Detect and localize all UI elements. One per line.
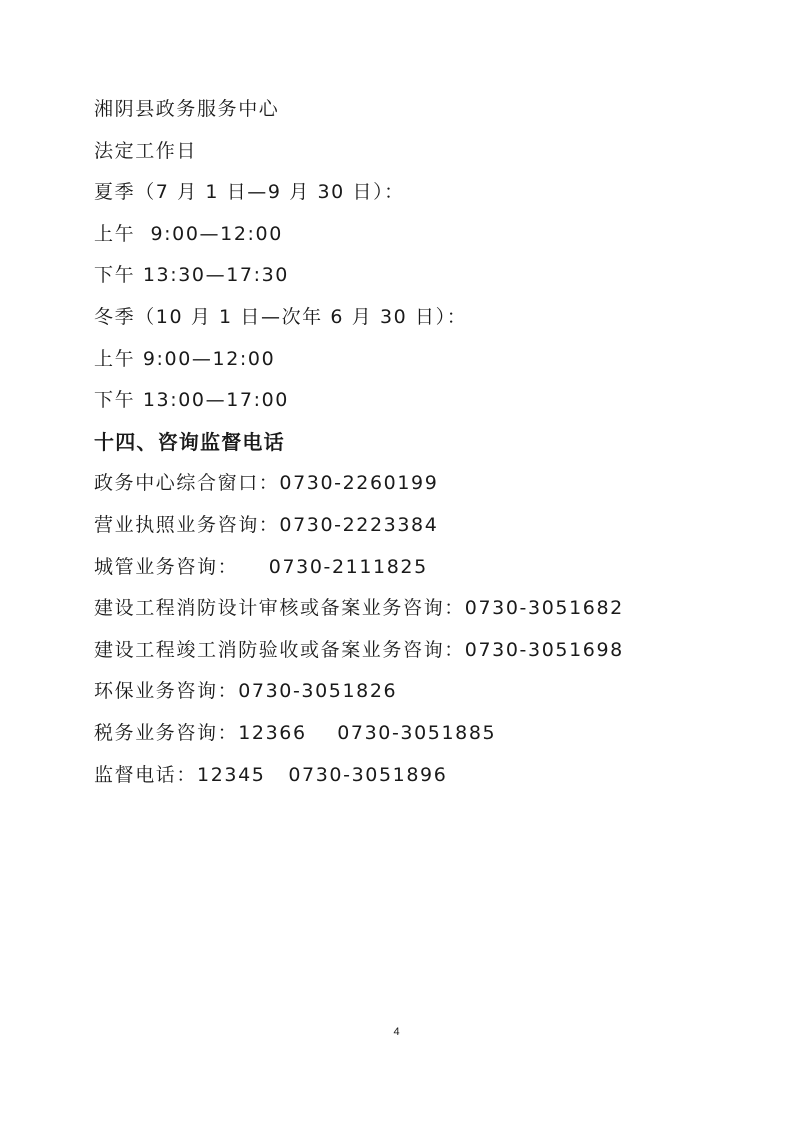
section-heading: 十四、咨询监督电话 [94,429,285,454]
contact-line: 建设工程消防设计审核或备案业务咨询：0730-3051682 [94,597,624,620]
summer-schedule-label: 夏季（7 月 1 日—9 月 30 日）： [94,181,405,204]
contact-line: 环保业务咨询：0730-3051826 [94,680,398,703]
page-number: 4 [393,1026,400,1038]
contact-line: 建设工程竣工消防验收或备案业务咨询：0730-3051698 [94,638,624,661]
workday-label: 法定工作日 [94,139,198,162]
winter-morning-hours: 上午 9:00—12:00 [94,347,276,370]
contact-line: 城管业务咨询： 0730-2111825 [94,555,428,578]
winter-schedule-label: 冬季（10 月 1 日—次年 6 月 30 日）： [94,305,468,328]
contact-line: 政务中心综合窗口：0730-2260199 [94,472,439,495]
winter-afternoon-hours: 下午 13:00—17:00 [94,389,289,412]
office-name: 湘阴县政务服务中心 [94,98,280,120]
contact-line: 监督电话：12345 0730-3051896 [94,763,448,786]
summer-afternoon-hours: 下午 13:30—17:30 [94,264,289,287]
contact-line: 税务业务咨询：12366 0730-3051885 [94,721,497,744]
page-content [94,94,734,801]
summer-morning-hours: 上午 9:00—12:00 [94,222,283,245]
contact-line: 营业执照业务咨询：0730-2223384 [94,513,439,536]
